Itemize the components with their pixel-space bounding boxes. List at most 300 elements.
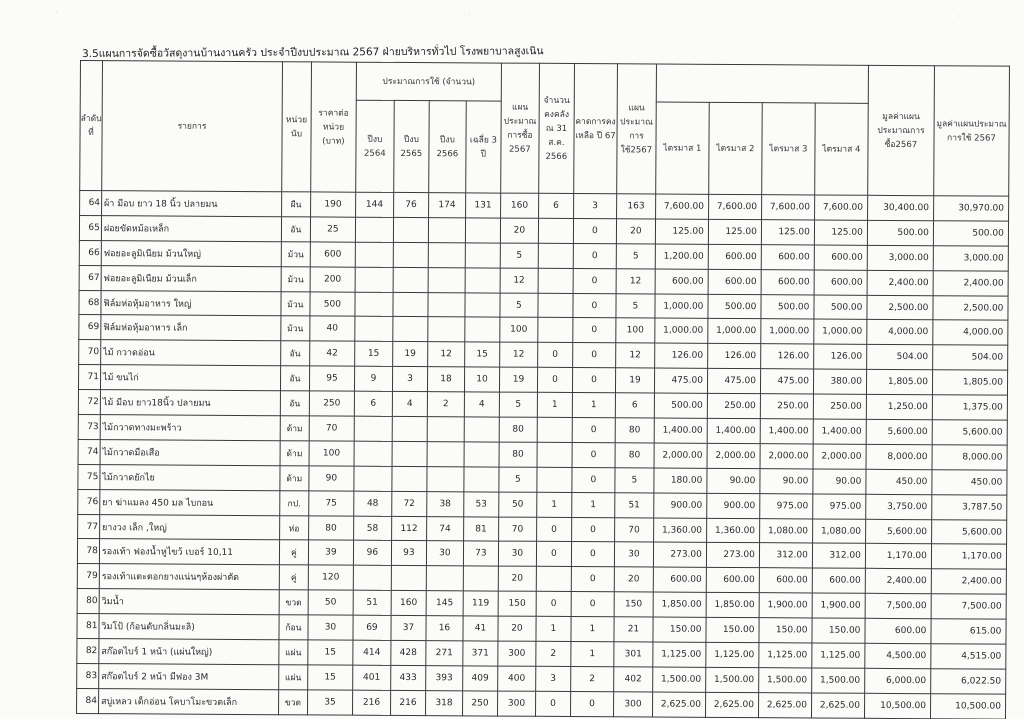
unit-price-cell: 190 bbox=[310, 192, 355, 217]
scan-speck: · bbox=[958, 12, 961, 21]
quarter-4-value-cell: 7,600.00 bbox=[814, 195, 867, 220]
item-name-cell: วิมน้ำ bbox=[99, 589, 279, 615]
value-use-cell: 615.00 bbox=[931, 619, 1006, 644]
plan-buy-qty-cell: 150 bbox=[498, 591, 536, 616]
quarter-4-value-cell: 2,625.00 bbox=[811, 693, 864, 718]
value-buy-cell: 8,000.00 bbox=[866, 444, 932, 469]
usage-2565-cell: 93 bbox=[391, 541, 426, 566]
document-title: 3.5แผนการจัดซื้อวัสดุงานบ้านงานครัว ประจำปีงบประมาณ 2567 ฝ่ายบริหารทั่วไป โรงพยาบาลสูงเนิน bbox=[82, 45, 544, 60]
usage-2566-cell: 30 bbox=[426, 541, 463, 566]
header-usage-group: ประมาณการใช้ (จำนวน) bbox=[356, 62, 501, 101]
usage-avg3-cell: 53 bbox=[464, 492, 499, 517]
unit-cell: ม้วน bbox=[281, 291, 310, 316]
row-number-cell: 83 bbox=[77, 663, 99, 688]
usage-2565-cell: 160 bbox=[391, 591, 426, 616]
usage-2564-cell: 144 bbox=[355, 192, 393, 217]
quarter-3-value-cell: 600.00 bbox=[759, 568, 812, 593]
usage-avg3-cell bbox=[465, 268, 500, 293]
unit-price-cell: 95 bbox=[309, 366, 354, 391]
scan-speck: · bbox=[468, 10, 471, 19]
quarter-3-value-cell: 150.00 bbox=[759, 618, 812, 643]
usage-2565-cell: 76 bbox=[393, 192, 428, 217]
remain-qty-cell: 0 bbox=[573, 268, 616, 293]
value-use-cell: 4,515.00 bbox=[931, 644, 1006, 669]
value-use-cell: 3,000.00 bbox=[933, 245, 1008, 270]
remain-qty-cell: 1 bbox=[572, 393, 615, 418]
item-name-cell: ฝอยขัดหม้อเหล็ก bbox=[101, 216, 281, 242]
item-name-cell: ไม้ ขนไก่ bbox=[100, 365, 280, 391]
plan-use-qty-cell: 19 bbox=[615, 368, 654, 393]
plan-buy-qty-cell: 400 bbox=[498, 666, 536, 691]
unit-price-cell: 250 bbox=[309, 391, 354, 416]
usage-2566-cell bbox=[426, 566, 463, 591]
usage-2565-cell bbox=[392, 466, 427, 491]
quarter-4-value-cell: 2,000.00 bbox=[813, 444, 866, 469]
quarter-2-value-cell: 900.00 bbox=[707, 493, 760, 518]
usage-2566-cell: 16 bbox=[426, 616, 463, 641]
quarter-4-value-cell: 1,000.00 bbox=[814, 319, 867, 344]
unit-price-cell: 120 bbox=[308, 565, 353, 590]
quarter-4-value-cell: 1,500.00 bbox=[812, 668, 865, 693]
unit-price-cell: 200 bbox=[310, 267, 355, 292]
remain-qty-cell: 0 bbox=[570, 691, 613, 716]
stock-qty-cell bbox=[538, 243, 573, 268]
quarter-3-value-cell: 2,000.00 bbox=[760, 444, 813, 469]
usage-2564-cell bbox=[355, 292, 393, 317]
usage-avg3-cell bbox=[465, 292, 500, 317]
usage-avg3-cell bbox=[465, 243, 500, 268]
quarter-3-value-cell: 312.00 bbox=[759, 543, 812, 568]
stock-qty-cell: 6 bbox=[538, 193, 573, 218]
row-number-cell: 82 bbox=[77, 639, 99, 664]
header-q1: ไตรมาส 1 bbox=[656, 102, 710, 194]
stock-qty-cell bbox=[538, 293, 573, 318]
usage-2566-cell: 393 bbox=[426, 666, 463, 691]
plan-use-qty-cell: 30 bbox=[614, 542, 653, 567]
quarter-3-value-cell: 475.00 bbox=[760, 369, 813, 394]
value-buy-cell: 500.00 bbox=[867, 220, 933, 245]
usage-2566-cell: 74 bbox=[426, 516, 463, 541]
quarter-4-value-cell: 600.00 bbox=[814, 245, 867, 270]
value-use-cell: 1,170.00 bbox=[931, 544, 1006, 569]
plan-buy-qty-cell: 5 bbox=[500, 243, 538, 268]
unit-price-cell: 70 bbox=[309, 416, 354, 441]
usage-2564-cell: 216 bbox=[352, 690, 390, 715]
plan-use-qty-cell: 150 bbox=[614, 592, 653, 617]
quarter-1-value-cell: 600.00 bbox=[655, 269, 708, 294]
value-buy-cell: 504.00 bbox=[867, 345, 933, 370]
row-number-cell: 67 bbox=[79, 265, 101, 290]
unit-cell: ก้อน bbox=[279, 615, 308, 640]
quarter-1-value-cell: 150.00 bbox=[653, 617, 706, 642]
value-use-cell: 450.00 bbox=[932, 470, 1007, 495]
row-number-cell: 75 bbox=[78, 464, 100, 489]
quarter-1-value-cell: 126.00 bbox=[655, 343, 708, 368]
unit-cell: อัน bbox=[280, 391, 309, 416]
plan-use-qty-cell: 20 bbox=[616, 219, 655, 244]
unit-cell: อัน bbox=[280, 366, 309, 391]
usage-2564-cell: 48 bbox=[354, 491, 392, 516]
plan-buy-qty-cell: 300 bbox=[497, 691, 535, 716]
unit-cell: ม้วน bbox=[281, 316, 310, 341]
quarter-3-value-cell: 7,600.00 bbox=[761, 195, 814, 220]
quarter-2-value-cell: 250.00 bbox=[707, 393, 760, 418]
quarter-1-value-cell: 2,625.00 bbox=[652, 692, 705, 717]
usage-2564-cell: 69 bbox=[353, 615, 391, 640]
quarter-3-value-cell: 600.00 bbox=[761, 269, 814, 294]
row-number-cell: 77 bbox=[78, 514, 100, 539]
header-quarter-group bbox=[656, 64, 868, 103]
stock-qty-cell: 1 bbox=[537, 392, 572, 417]
plan-use-qty-cell: 402 bbox=[614, 667, 653, 692]
quarter-2-value-cell: 1,500.00 bbox=[706, 667, 759, 692]
usage-avg3-cell bbox=[465, 317, 500, 342]
usage-2564-cell bbox=[354, 416, 392, 441]
item-name-cell: รองเท้า ฟองน้ำหูไขว้ เบอร์ 10,11 bbox=[99, 539, 279, 565]
quarter-2-value-cell: 1,125.00 bbox=[706, 642, 759, 667]
header-y2566: ปีงบ 2566 bbox=[429, 101, 467, 193]
item-name-cell: ยา ฆ่าแมลง 450 มล ไบกอน bbox=[100, 489, 280, 515]
usage-2566-cell bbox=[427, 442, 464, 467]
unit-cell: ผืน bbox=[281, 192, 310, 217]
value-use-cell: 500.00 bbox=[933, 221, 1008, 246]
usage-2564-cell bbox=[355, 242, 393, 267]
usage-2564-cell: 401 bbox=[353, 665, 391, 690]
value-use-cell: 4,000.00 bbox=[933, 320, 1008, 345]
stock-qty-cell: 2 bbox=[536, 641, 571, 666]
value-use-cell: 504.00 bbox=[933, 345, 1008, 370]
unit-cell: ด้าม bbox=[280, 441, 309, 466]
usage-2565-cell bbox=[391, 566, 426, 591]
quarter-4-value-cell: 1,125.00 bbox=[812, 643, 865, 668]
quarter-1-value-cell: 1,500.00 bbox=[653, 667, 706, 692]
quarter-1-value-cell: 2,000.00 bbox=[654, 443, 707, 468]
value-buy-cell: 600.00 bbox=[865, 618, 931, 643]
header-y2565: ปีงบ 2565 bbox=[394, 100, 430, 192]
row-number-cell: 81 bbox=[77, 614, 99, 639]
quarter-3-value-cell: 500.00 bbox=[761, 294, 814, 319]
value-buy-cell: 5,600.00 bbox=[865, 519, 931, 544]
row-number-cell: 78 bbox=[77, 539, 99, 564]
quarter-4-value-cell: 250.00 bbox=[813, 394, 866, 419]
plan-use-qty-cell: 6 bbox=[615, 393, 654, 418]
usage-2566-cell: 174 bbox=[428, 193, 465, 218]
stock-qty-cell bbox=[537, 417, 572, 442]
unit-cell: ขวด bbox=[279, 590, 308, 615]
value-buy-cell: 30,400.00 bbox=[867, 195, 933, 220]
stock-qty-cell bbox=[538, 218, 573, 243]
remain-qty-cell: 0 bbox=[573, 243, 616, 268]
row-number-cell: 72 bbox=[78, 390, 100, 415]
row-number-cell: 71 bbox=[78, 365, 100, 390]
usage-2564-cell: 9 bbox=[354, 366, 392, 391]
procurement-table-wrapper bbox=[76, 60, 1010, 719]
value-buy-cell: 1,805.00 bbox=[866, 370, 932, 395]
quarter-1-value-cell: 1,850.00 bbox=[653, 592, 706, 617]
stock-qty-cell: 3 bbox=[536, 666, 571, 691]
value-use-cell: 3,787.50 bbox=[932, 494, 1007, 519]
header-stock: จำนวนคงคลัง ณ 31 ส.ค. 2566 bbox=[539, 63, 575, 193]
usage-avg3-cell: 131 bbox=[465, 193, 500, 218]
item-name-cell: รองเท้าแตะตอกยางแน่นๆห้องผ่าตัด bbox=[99, 564, 279, 590]
usage-2564-cell bbox=[354, 466, 392, 491]
quarter-1-value-cell: 180.00 bbox=[654, 468, 707, 493]
plan-buy-qty-cell: 5 bbox=[499, 392, 537, 417]
quarter-1-value-cell: 1,125.00 bbox=[653, 642, 706, 667]
unit-price-cell: 42 bbox=[310, 341, 355, 366]
value-buy-cell: 2,400.00 bbox=[865, 569, 931, 594]
quarter-4-value-cell: 975.00 bbox=[813, 494, 866, 519]
usage-2564-cell: 414 bbox=[353, 640, 391, 665]
usage-2566-cell bbox=[427, 417, 464, 442]
row-number-cell: 79 bbox=[77, 564, 99, 589]
item-name-cell: ฟอยอะลูมิเนียม ม้วนเล็ก bbox=[101, 265, 281, 291]
unit-cell: ขวด bbox=[278, 690, 307, 715]
usage-avg3-cell bbox=[464, 417, 499, 442]
remain-qty-cell: 0 bbox=[573, 293, 616, 318]
plan-use-qty-cell: 20 bbox=[614, 567, 653, 592]
row-number-cell: 73 bbox=[78, 415, 100, 440]
remain-qty-cell: 2 bbox=[571, 666, 614, 691]
value-buy-cell: 2,500.00 bbox=[867, 295, 933, 320]
quarter-2-value-cell: 7,600.00 bbox=[708, 194, 761, 219]
plan-buy-qty-cell: 100 bbox=[500, 318, 538, 343]
value-buy-cell: 1,250.00 bbox=[866, 394, 932, 419]
plan-use-qty-cell: 5 bbox=[615, 468, 654, 493]
quarter-2-value-cell: 500.00 bbox=[708, 294, 761, 319]
remain-qty-cell: 0 bbox=[572, 467, 615, 492]
usage-2564-cell: 6 bbox=[354, 391, 392, 416]
usage-avg3-cell: 10 bbox=[464, 367, 499, 392]
remain-qty-cell: 0 bbox=[572, 442, 615, 467]
quarter-3-value-cell: 126.00 bbox=[761, 344, 814, 369]
usage-avg3-cell: 73 bbox=[463, 541, 498, 566]
usage-2564-cell: 58 bbox=[353, 516, 391, 541]
usage-2564-cell bbox=[355, 267, 393, 292]
header-y2564: ปีงบ 2564 bbox=[356, 100, 395, 192]
usage-2565-cell bbox=[393, 267, 428, 292]
remain-qty-cell: 0 bbox=[571, 517, 614, 542]
stock-qty-cell: 0 bbox=[537, 368, 572, 393]
plan-buy-qty-cell: 20 bbox=[500, 218, 538, 243]
remain-qty-cell: 3 bbox=[573, 194, 616, 219]
plan-buy-qty-cell: 30 bbox=[498, 542, 536, 567]
quarter-3-value-cell: 975.00 bbox=[760, 493, 813, 518]
usage-2564-cell: 96 bbox=[353, 541, 391, 566]
plan-buy-qty-cell: 300 bbox=[498, 641, 536, 666]
plan-buy-qty-cell: 12 bbox=[500, 342, 538, 367]
plan-buy-qty-cell: 12 bbox=[500, 268, 538, 293]
quarter-4-value-cell: 1,080.00 bbox=[812, 519, 865, 544]
usage-2565-cell bbox=[392, 416, 427, 441]
usage-2566-cell bbox=[428, 242, 465, 267]
row-number-cell: 84 bbox=[77, 688, 99, 713]
plan-buy-qty-cell: 80 bbox=[499, 442, 537, 467]
usage-avg3-cell bbox=[464, 467, 499, 492]
quarter-3-value-cell: 2,625.00 bbox=[758, 692, 811, 717]
unit-price-cell: 25 bbox=[310, 217, 355, 242]
usage-2565-cell: 433 bbox=[391, 665, 426, 690]
header-q3: ไตรมาส 3 bbox=[762, 103, 816, 195]
plan-use-qty-cell: 301 bbox=[614, 642, 653, 667]
row-number-cell: 69 bbox=[79, 315, 101, 340]
usage-2566-cell: 2 bbox=[427, 392, 464, 417]
usage-avg3-cell: 119 bbox=[463, 591, 498, 616]
value-buy-cell: 10,500.00 bbox=[864, 693, 930, 718]
usage-2564-cell bbox=[354, 441, 392, 466]
quarter-3-value-cell: 125.00 bbox=[761, 220, 814, 245]
unit-price-cell: 90 bbox=[309, 466, 354, 491]
value-buy-cell: 1,170.00 bbox=[865, 544, 931, 569]
unit-price-cell: 40 bbox=[310, 316, 355, 341]
unit-price-cell: 30 bbox=[308, 615, 353, 640]
unit-cell: คู่ bbox=[279, 565, 308, 590]
table-row bbox=[77, 688, 1006, 719]
quarter-2-value-cell: 600.00 bbox=[708, 269, 761, 294]
quarter-4-value-cell: 600.00 bbox=[814, 270, 867, 295]
value-use-cell: 30,970.00 bbox=[933, 196, 1008, 221]
plan-buy-qty-cell: 5 bbox=[499, 467, 537, 492]
quarter-4-value-cell: 126.00 bbox=[814, 344, 867, 369]
unit-cell: ด้าม bbox=[280, 416, 309, 441]
unit-cell: อัน bbox=[281, 341, 310, 366]
usage-2565-cell: 3 bbox=[392, 367, 427, 392]
item-name-cell: ยางวง เล็ก ,ใหญ่ bbox=[99, 514, 279, 540]
plan-use-qty-cell: 100 bbox=[616, 318, 655, 343]
unit-cell: คู่ bbox=[279, 540, 308, 565]
unit-cell: กป. bbox=[280, 490, 309, 515]
stock-qty-cell: 0 bbox=[535, 691, 570, 716]
quarter-3-value-cell: 90.00 bbox=[760, 468, 813, 493]
unit-price-cell: 15 bbox=[308, 665, 353, 690]
usage-2565-cell: 72 bbox=[392, 491, 427, 516]
quarter-3-value-cell: 250.00 bbox=[760, 394, 813, 419]
usage-2565-cell: 19 bbox=[393, 342, 428, 367]
value-buy-cell: 2,400.00 bbox=[867, 270, 933, 295]
quarter-1-value-cell: 900.00 bbox=[654, 493, 707, 518]
plan-buy-qty-cell: 19 bbox=[499, 367, 537, 392]
header-no: ลำดับที่ bbox=[80, 61, 103, 191]
value-buy-cell: 6,000.00 bbox=[865, 668, 931, 693]
plan-buy-qty-cell: 80 bbox=[499, 417, 537, 442]
unit-price-cell: 600 bbox=[310, 242, 355, 267]
usage-avg3-cell bbox=[465, 218, 500, 243]
plan-use-qty-cell: 80 bbox=[615, 443, 654, 468]
remain-qty-cell: 1 bbox=[572, 492, 615, 517]
quarter-3-value-cell: 1,000.00 bbox=[761, 319, 814, 344]
header-remain: คาดการคงเหลือ ปี 67 bbox=[574, 64, 618, 194]
stock-qty-cell: 1 bbox=[536, 616, 571, 641]
quarter-2-value-cell: 600.00 bbox=[708, 244, 761, 269]
row-number-cell: 76 bbox=[78, 489, 100, 514]
quarter-4-value-cell: 380.00 bbox=[813, 369, 866, 394]
usage-avg3-cell: 81 bbox=[463, 516, 498, 541]
header-item: รายการ bbox=[102, 61, 283, 192]
item-name-cell: สบู่เหลว เด็กอ่อน โคบาโมะขวดเล็ก bbox=[98, 688, 278, 714]
quarter-3-value-cell: 1,125.00 bbox=[759, 643, 812, 668]
value-use-cell: 5,600.00 bbox=[931, 519, 1006, 544]
unit-cell: อัน bbox=[281, 217, 310, 242]
plan-use-qty-cell: 163 bbox=[616, 194, 655, 219]
row-number-cell: 66 bbox=[79, 240, 101, 265]
plan-buy-qty-cell: 20 bbox=[498, 616, 536, 641]
row-number-cell: 68 bbox=[79, 290, 101, 315]
usage-2566-cell bbox=[428, 267, 465, 292]
row-number-cell: 80 bbox=[77, 589, 99, 614]
remain-qty-cell: 0 bbox=[571, 567, 614, 592]
header-unit: หน่วยนับ bbox=[282, 62, 312, 192]
scan-speck: · bbox=[55, 8, 58, 17]
item-name-cell: ไม้กวาดมือเสือ bbox=[100, 440, 280, 466]
item-name-cell: ฟอยอะลูมิเนียม ม้วนใหญ่ bbox=[101, 240, 281, 266]
quarter-4-value-cell: 600.00 bbox=[812, 568, 865, 593]
usage-2564-cell bbox=[355, 317, 393, 342]
row-number-cell: 74 bbox=[78, 439, 100, 464]
item-name-cell: ฟิล์มห่อหุ้มอาหาร เล็ก bbox=[101, 315, 281, 341]
stock-qty-cell bbox=[537, 467, 572, 492]
unit-cell: ห่อ bbox=[279, 515, 308, 540]
quarter-2-value-cell: 150.00 bbox=[706, 617, 759, 642]
quarter-2-value-cell: 1,850.00 bbox=[706, 593, 759, 618]
quarter-3-value-cell: 1,500.00 bbox=[759, 668, 812, 693]
usage-avg3-cell: 409 bbox=[463, 666, 498, 691]
usage-avg3-cell: 250 bbox=[462, 691, 497, 716]
plan-use-qty-cell: 300 bbox=[613, 692, 652, 717]
quarter-4-value-cell: 500.00 bbox=[814, 295, 867, 320]
plan-buy-qty-cell: 20 bbox=[498, 566, 536, 591]
quarter-1-value-cell: 7,600.00 bbox=[655, 194, 708, 219]
plan-use-qty-cell: 70 bbox=[614, 517, 653, 542]
usage-2566-cell: 271 bbox=[426, 641, 463, 666]
stock-qty-cell: 0 bbox=[538, 343, 573, 368]
quarter-2-value-cell: 2,625.00 bbox=[705, 692, 758, 717]
quarter-2-value-cell: 1,360.00 bbox=[706, 518, 759, 543]
header-value-buy: มูลค่าแผนประมาณการซื้อ2567 bbox=[868, 65, 935, 195]
remain-qty-cell: 0 bbox=[573, 218, 616, 243]
value-use-cell: 2,500.00 bbox=[933, 295, 1008, 320]
quarter-4-value-cell: 150.00 bbox=[812, 618, 865, 643]
quarter-3-value-cell: 1,080.00 bbox=[759, 518, 812, 543]
header-value-use: มูลค่าแผนประมาณการใช้ 2567 bbox=[934, 66, 1010, 196]
quarter-2-value-cell: 273.00 bbox=[706, 543, 759, 568]
item-name-cell: สก๊อตไบร์ 1 หน้า (แผ่นใหญ่) bbox=[99, 639, 279, 665]
stock-qty-cell bbox=[538, 318, 573, 343]
plan-buy-qty-cell: 5 bbox=[500, 293, 538, 318]
usage-avg3-cell: 41 bbox=[463, 616, 498, 641]
row-number-cell: 70 bbox=[79, 340, 101, 365]
unit-cell: ม้วน bbox=[281, 242, 310, 267]
header-avg3: เฉลี่ย 3 ปี bbox=[466, 101, 502, 193]
usage-2565-cell bbox=[393, 242, 428, 267]
header-plan-use: แผนประมาณการใช้2567 bbox=[617, 64, 657, 194]
unit-price-cell: 80 bbox=[308, 515, 353, 540]
item-name-cell: ผ้า มีอบ ยาว 18 นิ้ว ปลายมน bbox=[101, 191, 281, 217]
usage-2566-cell bbox=[427, 466, 464, 491]
quarter-1-value-cell: 1,400.00 bbox=[654, 418, 707, 443]
plan-buy-qty-cell: 70 bbox=[498, 517, 536, 542]
header-q2: ไตรมาส 2 bbox=[709, 102, 763, 194]
quarter-1-value-cell: 475.00 bbox=[654, 368, 707, 393]
usage-2566-cell: 18 bbox=[427, 367, 464, 392]
usage-avg3-cell bbox=[464, 442, 499, 467]
usage-avg3-cell: 15 bbox=[465, 342, 500, 367]
stock-qty-cell: 0 bbox=[536, 517, 571, 542]
header-q4: ไตรมาส 4 bbox=[815, 103, 869, 195]
quarter-4-value-cell: 125.00 bbox=[814, 220, 867, 245]
plan-buy-qty-cell: 160 bbox=[500, 193, 538, 218]
stock-qty-cell: 0 bbox=[536, 542, 571, 567]
procurement-plan-table bbox=[76, 60, 1010, 719]
